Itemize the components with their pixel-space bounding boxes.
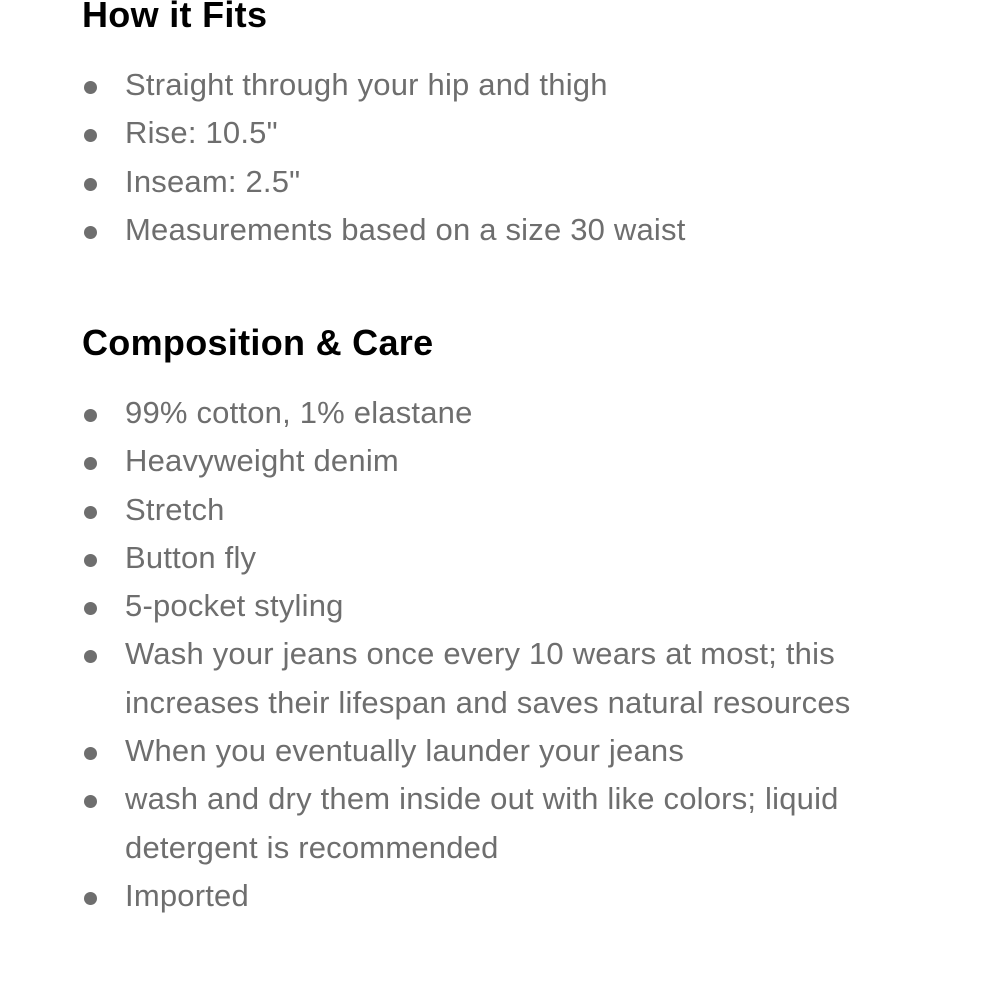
care-item-text: Stretch (125, 491, 225, 527)
care-item-text: Heavyweight denim (125, 443, 399, 479)
care-item-text: 99% cotton, 1% elastane (125, 395, 473, 430)
composition-care-heading: Composition & Care (82, 322, 434, 363)
bullet-icon (84, 409, 97, 422)
bullet-icon (84, 602, 97, 615)
bullet-icon (84, 747, 97, 760)
bullet-icon (84, 795, 97, 808)
how-it-fits-list (0, 61, 865, 254)
care-item-stretch (0, 486, 865, 534)
bullet-icon (84, 650, 97, 663)
fit-item-hip-thigh (0, 61, 865, 109)
bullet-icon (84, 554, 97, 567)
fit-item-text: Rise: 10.5" (125, 115, 278, 151)
care-item-launder (0, 727, 865, 775)
fit-item-text: Inseam: 2.5" (125, 163, 301, 199)
fit-item-rise (0, 109, 865, 157)
care-item-pocket-styling (0, 582, 865, 630)
bullet-icon (84, 81, 97, 94)
care-item-wash-frequency (0, 630, 865, 727)
care-item-wash-dry-instructions (0, 775, 865, 872)
bullet-icon (84, 178, 97, 191)
bullet-icon (84, 506, 97, 519)
bullet-icon (84, 226, 97, 239)
care-item-button-fly (0, 534, 865, 582)
care-item-denim-weight (0, 437, 865, 485)
care-item-text: Imported (125, 877, 249, 913)
fit-item-inseam (0, 158, 865, 206)
composition-care-list (0, 389, 865, 920)
care-item-text: Button fly (125, 539, 257, 575)
how-it-fits-heading: How it Fits (82, 0, 268, 35)
care-item-text: 5-pocket styling (125, 588, 344, 624)
care-item-text: Wash your jeans once every 10 wears at most; this increases their lifespan and saves natural resources (125, 636, 851, 720)
care-item-text: wash and dry them inside out with like colors; liquid detergent is recommended (125, 781, 839, 865)
fit-item-text: Straight through your hip and thigh (125, 67, 608, 102)
fit-item-text: Measurements based on a size 30 waist (125, 211, 686, 247)
bullet-icon (84, 457, 97, 470)
bullet-icon (84, 892, 97, 905)
care-item-imported (0, 872, 865, 920)
fit-item-measurements (0, 206, 865, 254)
bullet-icon (84, 129, 97, 142)
care-item-text: When you eventually launder your jeans (125, 733, 685, 769)
care-item-composition (0, 389, 865, 437)
